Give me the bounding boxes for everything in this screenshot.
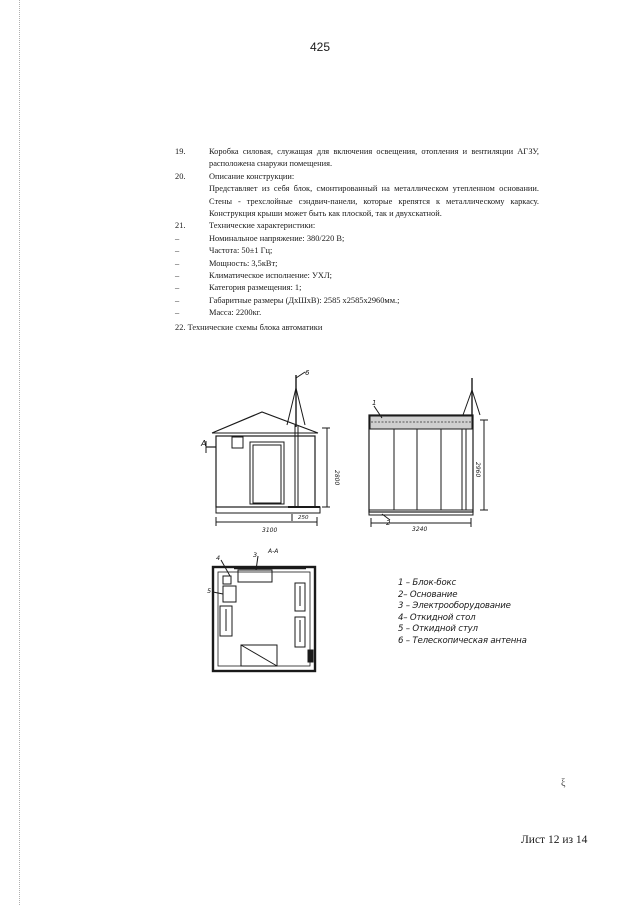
front-view	[206, 372, 330, 526]
spec-text: Мощность: 3,5кВт;	[209, 258, 278, 268]
sheet-counter: Лист 12 из 14	[521, 834, 588, 846]
callout-4: 4	[216, 554, 221, 562]
spec-text: Климатическое исполнение: УХЛ;	[209, 271, 332, 281]
item-text: Представляет из себя блок, смонтированный на металлическом утепленном основании. Стены - трехслойные сэндвич-панели, которые крепятся к металлическому каркасу. Конструкция крыши может быть как плоской, так и двухскатной.	[209, 184, 539, 219]
section-title: А-А	[268, 548, 279, 555]
spec-line: – Категория размещения: 1;	[175, 282, 539, 294]
spec-text: Частота: 50±1 Гц;	[209, 246, 273, 256]
page-number: 425	[309, 40, 331, 54]
spec-line: – Масса: 2200кг.	[175, 307, 539, 319]
legend-item: 4– Откидной стол	[398, 612, 476, 623]
spec-line: – Номинальное напряжение: 380/220 В;	[175, 233, 539, 245]
callout-3: 3	[253, 551, 258, 559]
item-number: 19.	[175, 147, 186, 156]
side-view	[369, 378, 488, 527]
plan-section	[213, 556, 315, 671]
callout-6: 6	[305, 369, 310, 377]
dim-side-width: 3240	[412, 526, 428, 533]
item-title: Технические характеристики:	[209, 221, 316, 231]
spec-text: Категория размещения: 1;	[209, 283, 302, 293]
item-number: 20.	[175, 171, 186, 181]
spec-line: – Климатическое исполнение: УХЛ;	[175, 270, 539, 282]
spec-line: – Частота: 50±1 Гц;	[175, 245, 539, 257]
dim-side-height: 2960	[474, 462, 481, 478]
dim-small: 250	[298, 515, 309, 521]
dim-front-width: 3100	[262, 527, 278, 534]
legend-item: 1 – Блок-бокс	[398, 578, 457, 588]
spec-line: – Мощность: 3,5кВт;	[175, 258, 539, 270]
legend-item: 6 – Телескопическая антенна	[398, 635, 527, 646]
legend-item: 2– Основание	[398, 589, 458, 600]
callout-5: 5	[207, 587, 212, 595]
item-title: Описание конструкции:	[209, 171, 295, 181]
spec-text: Номинальное напряжение: 380/220 В;	[209, 233, 345, 243]
legend-item: 3 – Электрооборудование	[398, 601, 511, 612]
callout-2: 2	[386, 519, 391, 527]
section-heading: 22. Технические схемы блока автоматики	[175, 322, 323, 332]
spec-line: – Габаритные размеры (ДхШхВ): 2585 х2585х2960мм.;	[175, 295, 539, 307]
item-number: 21.	[175, 221, 186, 231]
dim-front-height: 2800	[333, 470, 340, 486]
spec-text: Габаритные размеры (ДхШхВ): 2585 х2585х2960мм.;	[209, 295, 400, 305]
margin-mark: ξ	[561, 778, 566, 789]
spec-text: Масса: 2200кг.	[209, 308, 262, 318]
callout-1: 1	[372, 399, 377, 407]
item-text: Коробка силовая, служащая для включения освещения, отопления и вентиляции АГЗУ, расположена снаружи помещения.	[209, 147, 539, 169]
section-label: А	[201, 439, 207, 448]
drawing-legend	[398, 578, 527, 648]
legend-item: 5 – Откидной стул	[398, 624, 478, 635]
